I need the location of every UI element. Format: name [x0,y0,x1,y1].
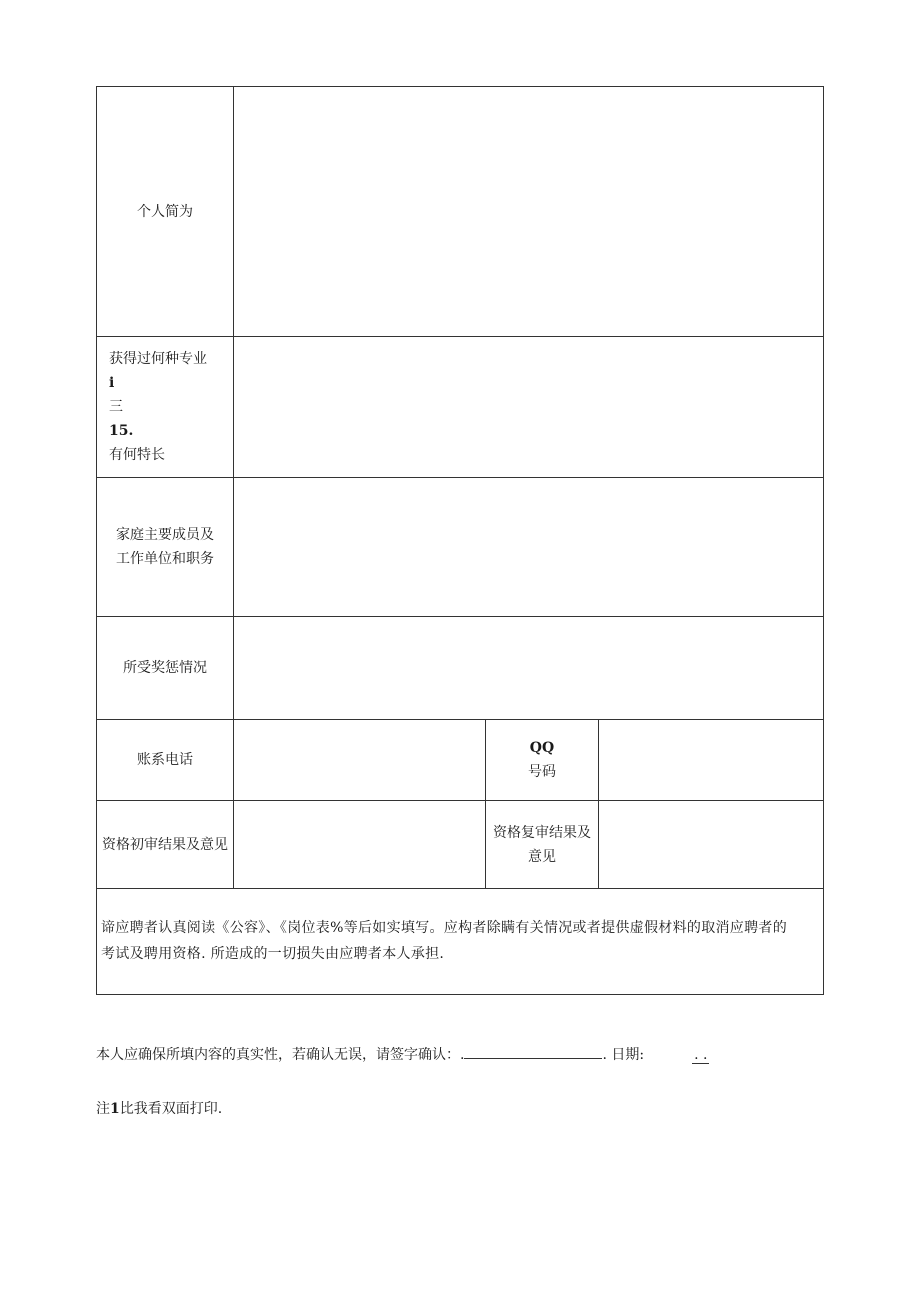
resume-input-cell[interactable] [233,86,824,337]
family-label-line2: 工作单位和职务 [116,551,214,567]
phone-label: 账系电话 [137,752,193,768]
notice-line2: 考试及聘用资格. 所造成的一切损失由应聘者本人承担. [101,946,445,962]
qualification-label-line1: 获得过何种专业 i 三 [109,351,207,415]
qq-label-cell [485,719,599,801]
awards-input-cell[interactable] [233,616,824,720]
family-input-cell[interactable] [233,477,824,617]
qq-label: QQ 号码 [528,740,556,780]
family-label-line1: 家庭主要成员及 [116,527,214,543]
notice-line1: 谛应聘者认真阅读《公容》、《岗位表%等后如实填写。应构者除瞒有关情况或者提供虚假材料的取消应聘者的 [101,920,787,936]
qualification-label-cell [96,336,234,478]
initial-review-input-cell[interactable] [233,800,486,889]
signature-field[interactable] [464,1044,602,1059]
qualification-label-line2: 15. 有何特长 [109,423,165,463]
confirmation-text: 本人应确保所填内容的真实性，若确认无误，请签字确认： [96,1047,460,1063]
recheck-label-cell [485,800,599,889]
recheck-label-line1: 资格复审结果及 [493,824,591,841]
qualification-input-cell[interactable] [233,336,824,478]
note-text: 比我看双面打印. [119,1101,223,1117]
resume-label: 个人简为 [137,203,193,220]
confirmation-line [96,1044,709,1064]
date-field[interactable]: . . [694,1047,708,1063]
awards-label: 所受奖惩情况 [123,660,207,676]
awards-label-cell [96,616,234,720]
notice-cell [96,888,824,995]
family-label-cell [96,477,234,617]
resume-label-cell [96,86,234,337]
phone-label-cell [96,719,234,801]
phone-input-cell[interactable] [233,719,486,801]
date-label: . 日期: [602,1047,645,1063]
note-number: 1 [110,1101,120,1117]
application-form-table [96,86,824,995]
signature-lead: . [460,1047,465,1063]
recheck-label-line2: 意见 [528,848,556,865]
initial-review-label: 资格初审结果及意见 [102,836,228,853]
initial-review-label-cell [96,800,234,889]
note-prefix: 注 [96,1101,110,1117]
print-note [96,1098,222,1118]
recheck-input-cell[interactable] [598,800,824,889]
qq-input-cell[interactable] [598,719,824,801]
